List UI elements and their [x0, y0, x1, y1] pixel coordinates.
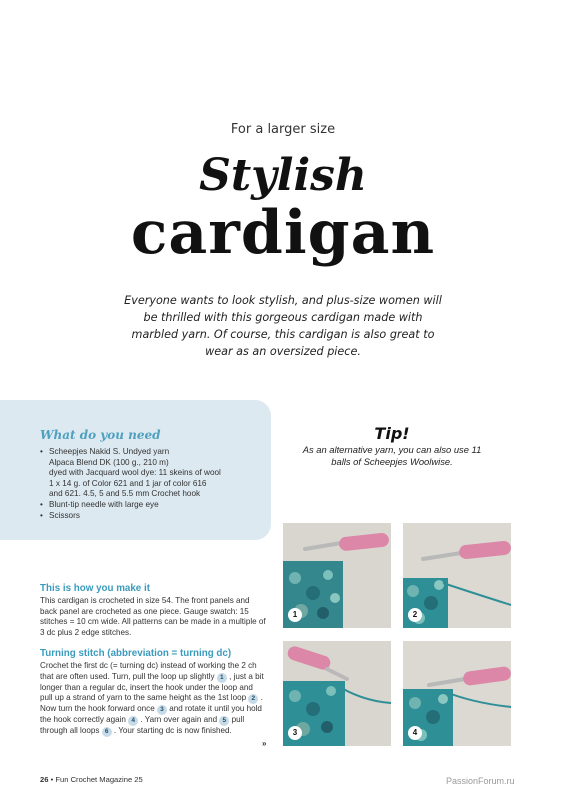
- step-badge-3: 3: [288, 726, 302, 740]
- tip-title: Tip!: [374, 424, 410, 443]
- step-ref-3: 3: [157, 705, 167, 715]
- how-text: This cardigan is crocheted in size 54. The front panels and back panel are crocheted as one piece. Gauge swatch: 15 stitches = 10 cm wide. All patterns can be made in a multiple of 3 dc plus 2 edge stitches.: [40, 596, 266, 637]
- page-number: 26: [40, 775, 49, 784]
- step-photo-1: [283, 523, 391, 628]
- magazine-name: Fun Crochet Magazine 25: [55, 775, 143, 784]
- title-script: Stylish: [199, 150, 367, 201]
- tip-text: As an alternative yarn, you can also use 11 balls of Scheepjes Woolwise.: [302, 444, 482, 467]
- materials-list: [40, 447, 260, 521]
- list-item: • Scheepjes Nakid S. Undyed yarn Alpaca Blend DK (100 g., 210 m) dyed with Jacquard wool dye: 11 skeins of wool 1 x 14 g. of Color 621 and 1 jar of color 616 and 621. 4.5, 5 and 5.5 mm Crochet hook: [40, 447, 260, 500]
- step-ref-1: 1: [217, 673, 227, 683]
- how-heading: This is how you make it: [40, 583, 150, 594]
- watermark: PassionForum.ru: [446, 776, 515, 786]
- step-photo-2: [403, 523, 511, 628]
- list-item: • Scissors: [40, 511, 260, 522]
- step-photo-3: [283, 641, 391, 746]
- page-footer: 26 • Fun Crochet Magazine 25: [40, 775, 143, 784]
- step-ref-2: 2: [248, 694, 258, 704]
- intro-text: Everyone wants to look stylish, and plus-size women will be thrilled with this gorgeous cardigan made with marbled yarn. Of course, this cardigan is also great to wear as an oversized piece.: [124, 294, 442, 358]
- continue-arrow: »: [262, 739, 267, 748]
- turning-heading: Turning stitch (abbreviation = turning dc): [40, 648, 232, 659]
- kicker: For a larger size: [230, 122, 336, 137]
- title-main: cardigan: [130, 198, 436, 268]
- list-item: • Blunt-tip needle with large eye: [40, 500, 260, 511]
- step-badge-4: 4: [408, 726, 422, 740]
- step-ref-6: 6: [102, 727, 112, 737]
- step-badge-2: 2: [408, 608, 422, 622]
- step-photo-4: [403, 641, 511, 746]
- turning-text: Crochet the first dc (= turning dc) instead of working the 2 ch that are often used. Turn, pull the loop up slightly 1 , just a bit longer than a regular dc, insert the hook under the loop and pull up a strand of yarn to the same height as the 1st loop 2 . Now turn the hook forward once 3 and rotate it until you hold the hook correctly again 4 . Yarn over again and 5 pull through all loops 6 . Your starting dc is now finished.: [40, 661, 264, 736]
- step-ref-5: 5: [219, 716, 229, 726]
- step-badge-1: 1: [288, 608, 302, 622]
- step-ref-4: 4: [128, 716, 138, 726]
- materials-title: What do you need: [40, 428, 161, 442]
